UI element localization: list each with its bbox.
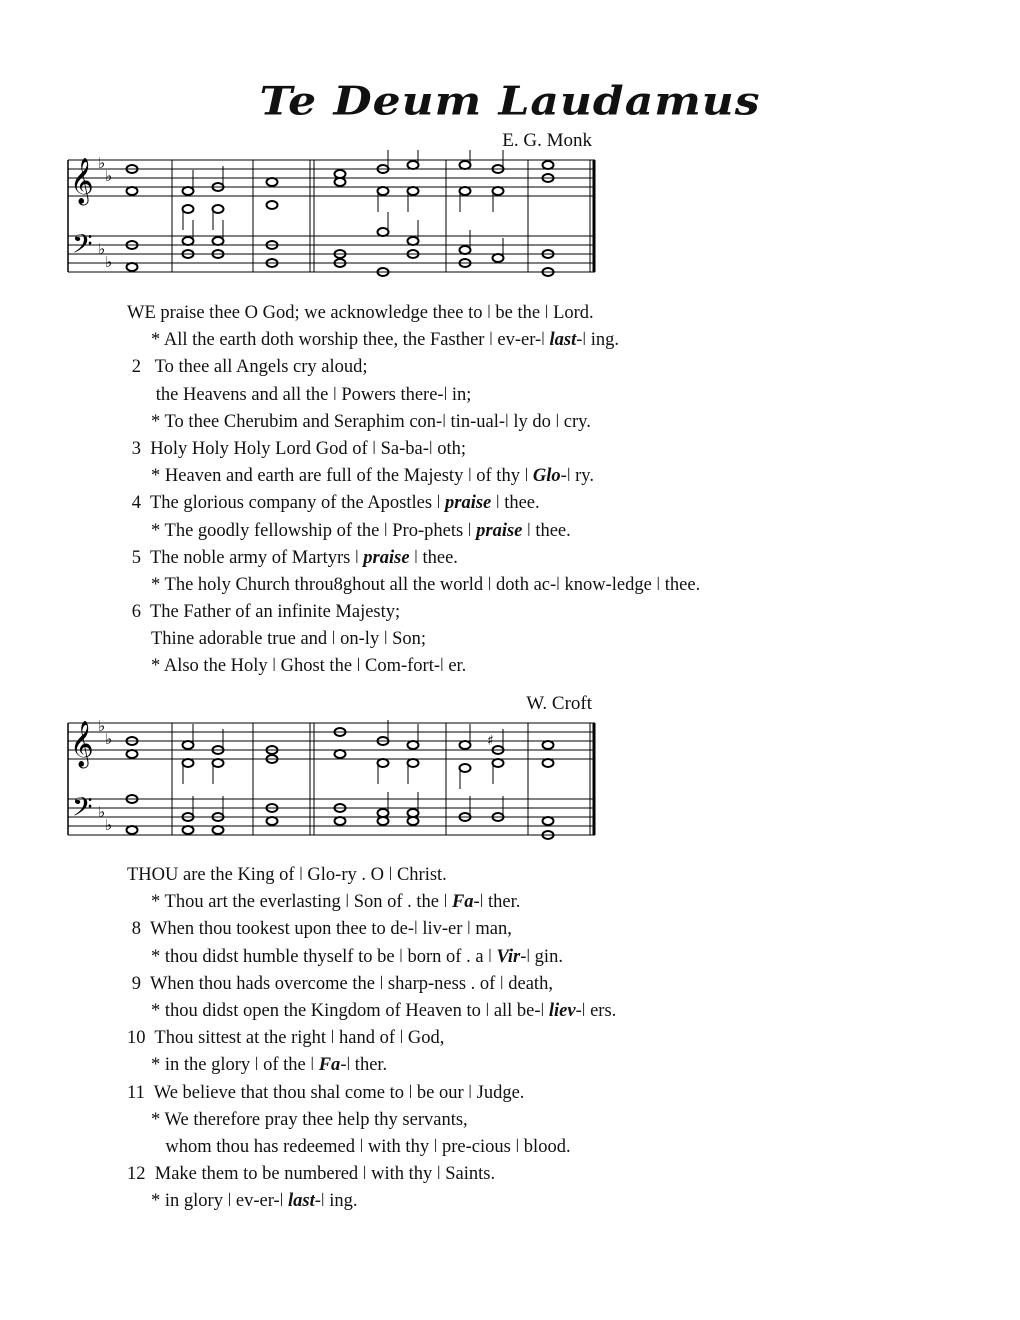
svg-text:♭: ♭ <box>98 803 106 821</box>
chant-line: * All the earth doth worship thee, the Fasther ǀ ev-er-ǀ last-ǀ ing. <box>151 330 620 351</box>
chant-line: * Heaven and earth are full of the Majesty ǀ of thy ǀ Glo-ǀ ry. <box>151 466 594 487</box>
chant-line: 4 The glorious company of the Apostles ǀ praise ǀ thee. <box>131 493 540 514</box>
page-title: Te Deum Laudamus <box>259 78 761 125</box>
chant-line: Thine adorable true and ǀ on-ly ǀ Son; <box>151 629 427 650</box>
chant-line: THOU are the King of ǀ Glo-ry . O ǀ Christ. <box>127 865 447 885</box>
svg-text:𝄢: 𝄢 <box>72 228 93 266</box>
chant-line: the Heavens and all the ǀ Powers there-ǀ in; <box>155 384 472 405</box>
svg-text:𝄞: 𝄞 <box>70 721 94 767</box>
chant-line: 3 Holy Holy Holy Lord God of ǀ Sa-ba-ǀ oth; <box>131 438 466 459</box>
chant-line: * in the glory ǀ of the ǀ Fa-ǀ ther. <box>151 1055 388 1076</box>
chant-line: WE praise thee O God; we acknowledge thee to ǀ be the ǀ Lord. <box>127 303 594 323</box>
svg-text:♯: ♯ <box>487 733 494 749</box>
chant-line: * Also the Holy ǀ Ghost the ǀ Com-fort-ǀ er. <box>151 656 467 677</box>
svg-text:𝄞: 𝄞 <box>70 158 94 204</box>
svg-text:♭: ♭ <box>105 816 113 834</box>
chant-line: 10 Thou sittest at the right ǀ hand of ǀ God, <box>127 1028 445 1049</box>
chant-line: 12 Make them to be numbered ǀ with thy ǀ Saints. <box>127 1164 496 1185</box>
chant-line: 11 We believe that thou shal come to ǀ be our ǀ Judge. <box>127 1082 525 1103</box>
chant-line: * The goodly fellowship of the ǀ Pro-phets ǀ praise ǀ thee. <box>151 520 571 541</box>
svg-text:♭: ♭ <box>105 730 113 748</box>
chant-line: 2 To thee all Angels cry aloud; <box>131 357 368 378</box>
svg-text:♭: ♭ <box>98 154 106 172</box>
music-staff-monk <box>60 150 600 280</box>
chant-section-2 <box>127 862 616 1215</box>
chant-line: 6 The Father of an infinite Majesty; <box>131 602 401 623</box>
chant-line: * To thee Cherubim and Seraphim con-ǀ tin-ual-ǀ ly do ǀ cry. <box>151 411 591 432</box>
chant-line: * in glory ǀ ev-er-ǀ last-ǀ ing. <box>151 1191 358 1212</box>
chant-section-1 <box>127 300 700 681</box>
chant-line: * Thou art the everlasting ǀ Son of . the ǀ Fa-ǀ ther. <box>151 892 521 913</box>
svg-text:𝄢: 𝄢 <box>72 791 93 829</box>
chant-line: 5 The noble army of Martyrs ǀ praise ǀ thee. <box>131 547 458 568</box>
chant-line: * We therefore pray thee help thy servants, <box>151 1109 468 1130</box>
music-staff-croft <box>60 713 600 843</box>
chant-line: 8 When thou tookest upon thee to de-ǀ liv-er ǀ man, <box>131 919 512 940</box>
composer-monk: E. G. Monk <box>502 130 592 151</box>
svg-text:♭: ♭ <box>105 167 113 185</box>
svg-text:♭: ♭ <box>105 253 113 271</box>
chant-line: * The holy Church throu8ghout all the world ǀ doth ac-ǀ know-ledge ǀ thee. <box>151 574 701 595</box>
svg-text:♭: ♭ <box>98 240 106 258</box>
svg-text:♭: ♭ <box>98 717 106 735</box>
chant-line: * thou didst humble thyself to be ǀ born of . a ǀ Vir-ǀ gin. <box>151 946 563 967</box>
chant-line: whom thou has redeemed ǀ with thy ǀ pre-cious ǀ blood. <box>165 1136 571 1157</box>
chant-line: 9 When thou hads overcome the ǀ sharp-ness . of ǀ death, <box>131 973 553 994</box>
composer-croft: W. Croft <box>526 693 592 714</box>
chant-line: * thou didst open the Kingdom of Heaven to ǀ all be-ǀ liev-ǀ ers. <box>151 1000 617 1021</box>
